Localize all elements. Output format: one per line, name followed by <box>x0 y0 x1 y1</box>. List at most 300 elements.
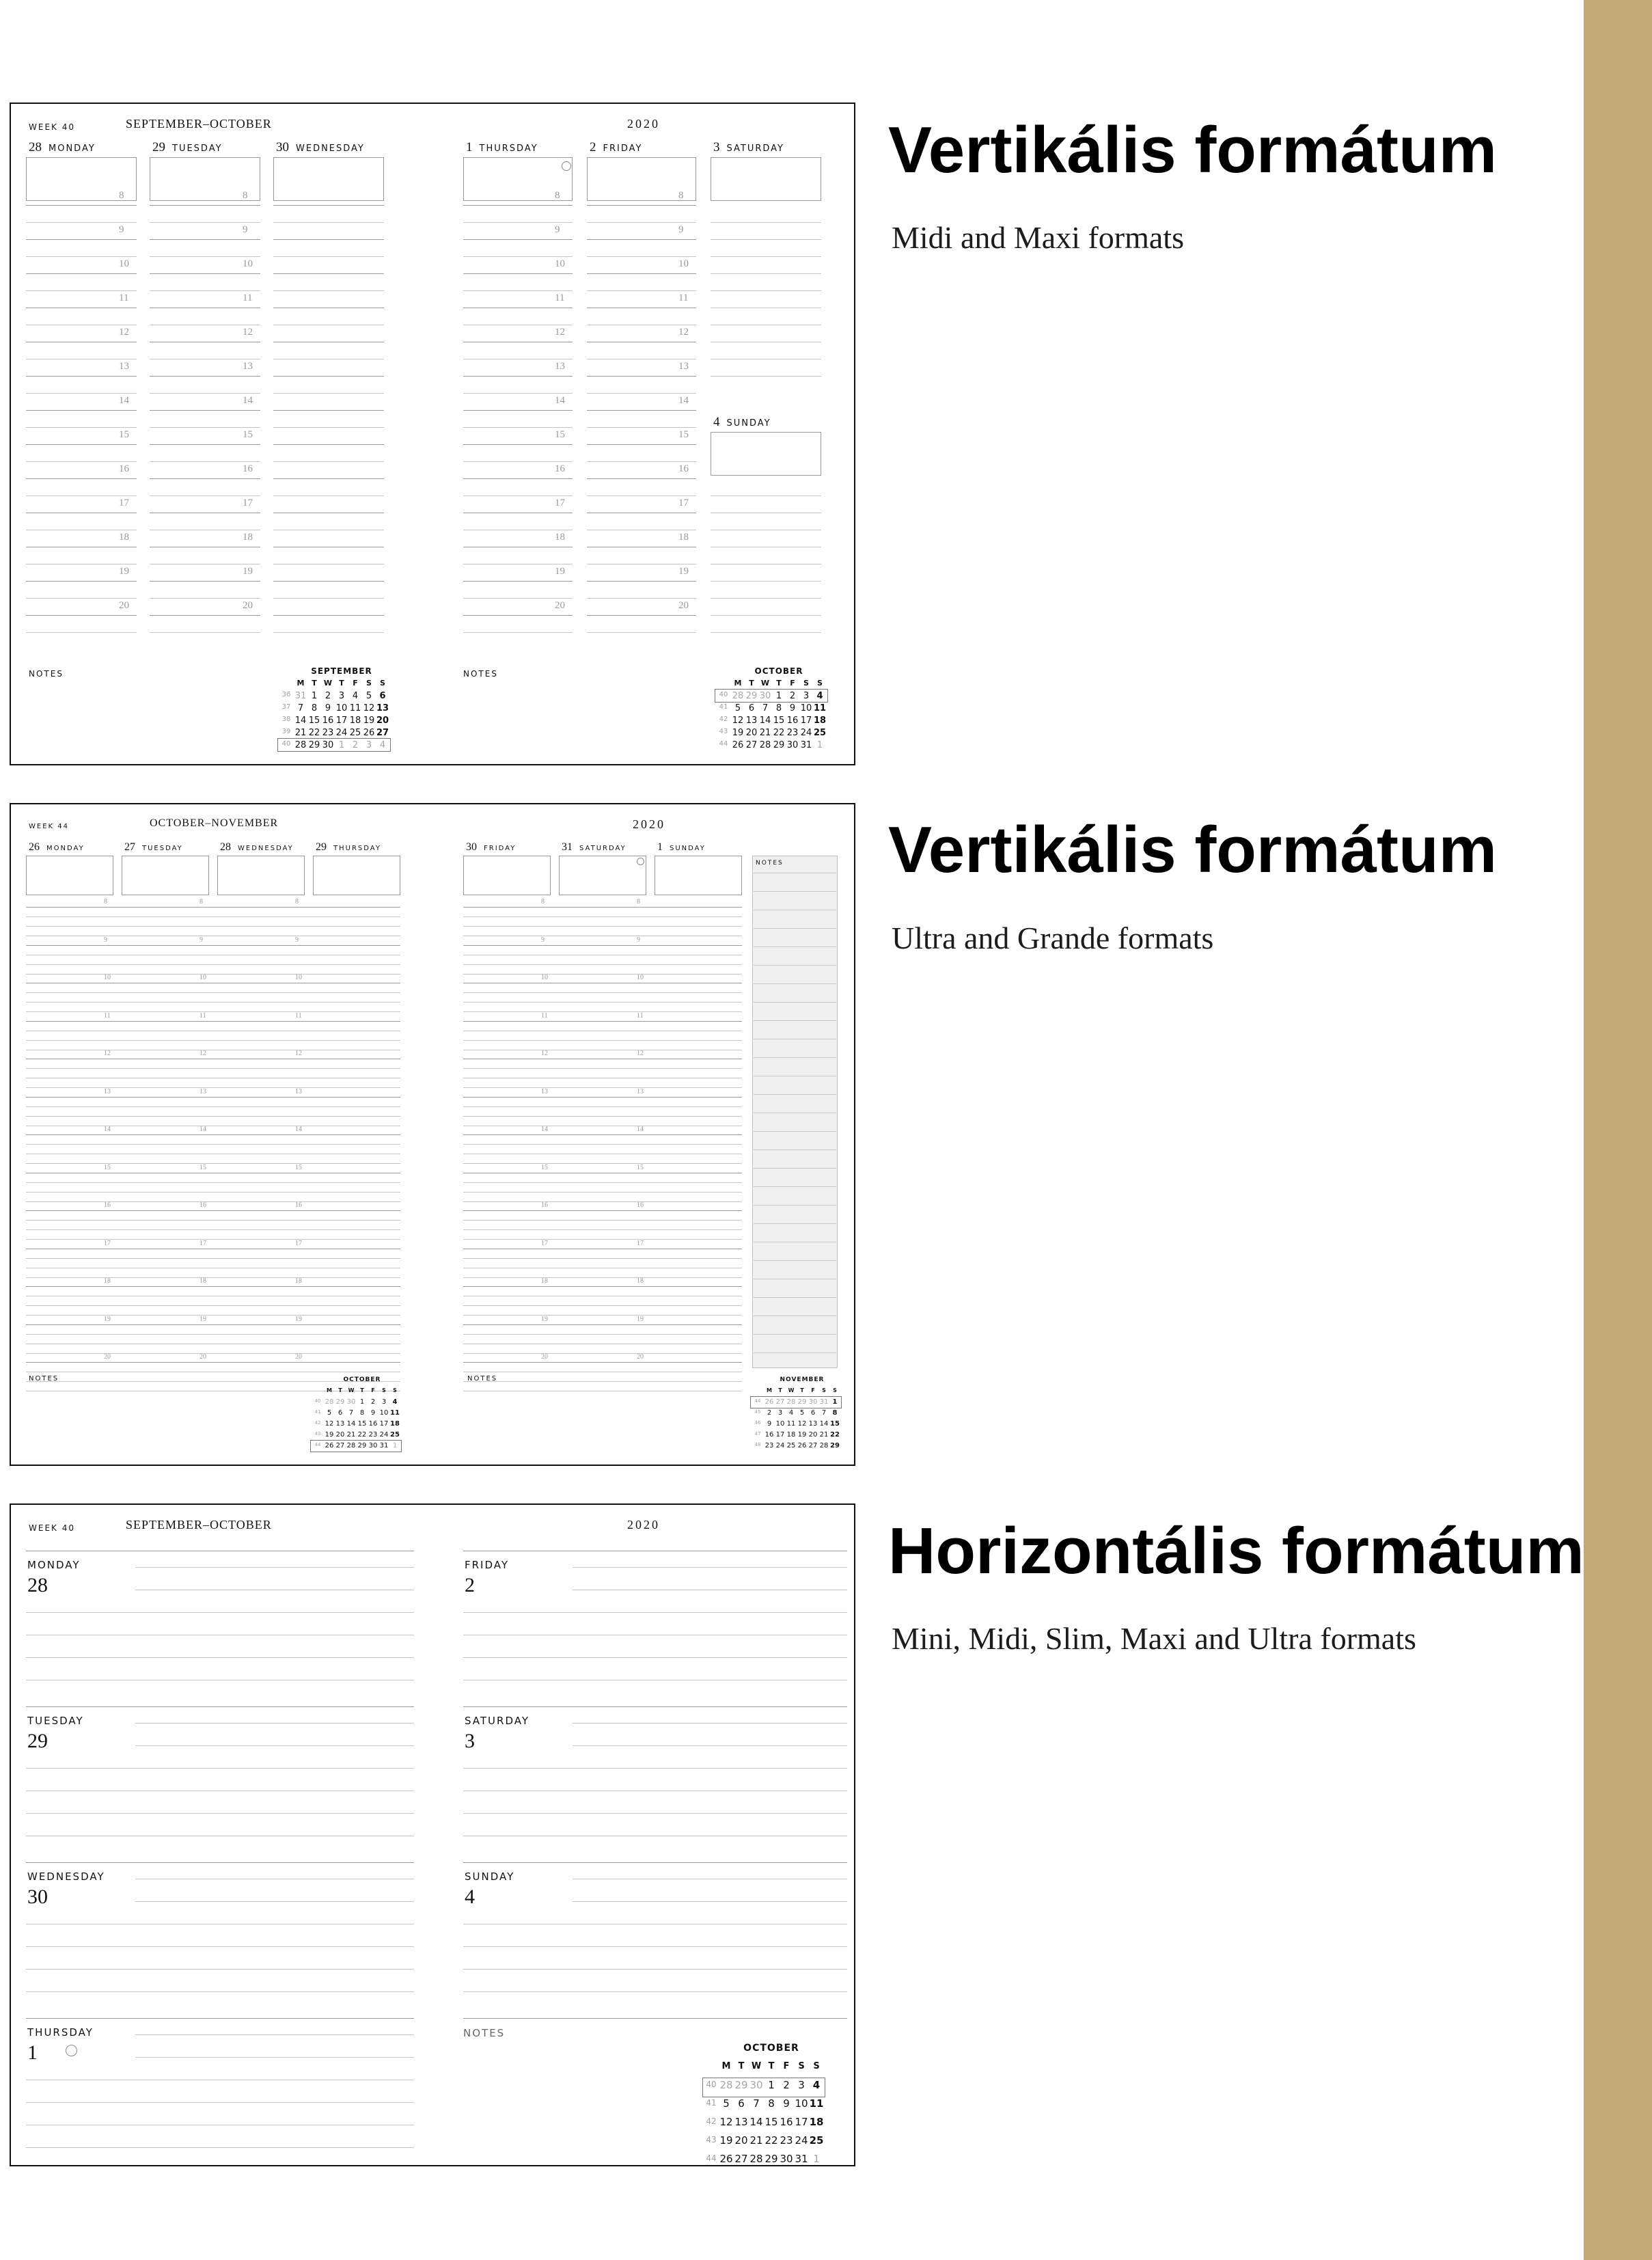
hour-label: 10 <box>295 974 302 981</box>
weekday-header: S <box>393 1387 397 1393</box>
hour-label: 14 <box>119 395 129 406</box>
rule-line <box>463 907 742 908</box>
rule-line <box>150 581 260 582</box>
rule-line <box>754 1352 836 1353</box>
calendar-day: 16 <box>786 716 799 726</box>
rule-line <box>463 1201 742 1202</box>
rule-line <box>463 1991 847 1992</box>
calendar-day: 6 <box>379 691 386 701</box>
calendar-day: 27 <box>376 728 389 738</box>
rule-line <box>463 945 742 946</box>
rule-line <box>150 273 260 274</box>
hour-label: 16 <box>555 463 565 474</box>
calendar-day: 28 <box>294 740 307 750</box>
week-number: 36 <box>281 691 291 698</box>
rule-line <box>26 1002 400 1003</box>
week-number: 42 <box>314 1420 321 1426</box>
calendar-day: 1 <box>359 1398 365 1406</box>
rule-line <box>150 495 260 496</box>
calendar-day: 23 <box>322 728 334 738</box>
calendar-day: 17 <box>335 716 348 726</box>
day-label <box>276 141 365 154</box>
calendar-day: 14 <box>819 1420 829 1428</box>
hour-label: 9 <box>295 936 299 944</box>
rule-line <box>463 1144 742 1145</box>
week-number: 47 <box>754 1431 761 1437</box>
calendar-day: 16 <box>322 716 334 726</box>
calendar-day: 30 <box>368 1442 378 1449</box>
calendar-day: 4 <box>352 691 359 701</box>
rule-line <box>754 1205 836 1206</box>
calendar-day: 10 <box>795 2097 808 2110</box>
hour-label: 10 <box>678 258 689 269</box>
calendar-day: 12 <box>363 703 375 713</box>
calendar-day: 13 <box>734 2116 748 2128</box>
rule-line <box>463 1657 847 1658</box>
hour-label: 17 <box>295 1239 302 1247</box>
calendar-day: 19 <box>325 1431 334 1439</box>
rule-line <box>711 273 821 274</box>
day-name: MONDAY <box>49 144 96 154</box>
rule-line <box>26 1192 400 1193</box>
day-number: 29 <box>152 140 165 154</box>
rule-line <box>711 615 821 616</box>
weekday-header: T <box>776 679 782 687</box>
day-label <box>220 841 294 853</box>
rule-line <box>26 992 400 993</box>
rule-line <box>26 1229 400 1230</box>
rule-line <box>26 945 400 946</box>
hour-label: 18 <box>295 1277 302 1285</box>
weekday-header: W <box>751 2061 762 2071</box>
calendar-day: 29 <box>830 1442 840 1449</box>
rule-line <box>463 1116 742 1117</box>
day-number: 1 <box>657 841 663 853</box>
rule-line <box>273 290 384 291</box>
calendar-day: 23 <box>368 1431 378 1439</box>
day-label <box>562 841 627 853</box>
hour-label: 20 <box>637 1353 644 1361</box>
day-number: 28 <box>27 1574 48 1596</box>
rule-line <box>150 632 260 633</box>
rule-line <box>711 290 821 291</box>
day-number: 3 <box>713 140 720 154</box>
section-1-title: Vertikális formátum <box>888 113 1497 187</box>
mini-calendar-title: OCTOBER <box>754 666 803 676</box>
rule-line <box>463 1286 742 1287</box>
rule-line <box>463 1969 847 1970</box>
planner-vertical-midi-maxi <box>10 103 855 765</box>
hour-label: 15 <box>199 1163 206 1171</box>
calendar-day: 2 <box>767 1409 772 1417</box>
week-number: 38 <box>281 716 291 723</box>
weekday-header: T <box>338 1387 342 1393</box>
rule-line <box>754 965 836 966</box>
rule-line <box>711 376 821 377</box>
rule-line <box>273 632 384 633</box>
calendar-day: 22 <box>830 1431 840 1439</box>
hour-label: 19 <box>104 1315 111 1323</box>
rule-line <box>26 1286 400 1287</box>
rule-line <box>26 1097 400 1098</box>
hour-label: 11 <box>555 292 565 303</box>
calendar-day: 22 <box>357 1431 367 1439</box>
rule-line <box>463 1182 742 1183</box>
rule-line <box>463 974 742 975</box>
rule-line <box>273 393 384 394</box>
day-name: THURSDAY <box>333 845 381 852</box>
calendar-day: 14 <box>759 716 771 726</box>
hour-label: 15 <box>295 1163 302 1171</box>
rule-line <box>754 1223 836 1224</box>
rule-line <box>273 376 384 377</box>
calendar-day: 6 <box>748 703 755 713</box>
hour-label: 9 <box>678 224 684 235</box>
rule-line <box>26 290 137 291</box>
hour-label: 12 <box>119 327 129 338</box>
weekday-header: W <box>323 679 333 687</box>
hour-label: 16 <box>104 1201 111 1209</box>
rule-line <box>754 891 836 892</box>
rule-line <box>26 1324 400 1325</box>
rule-line <box>26 1210 400 1211</box>
calendar-day: 14 <box>294 716 307 726</box>
day-number: 29 <box>27 1730 48 1752</box>
calendar-day: 5 <box>734 703 741 713</box>
day-number: 26 <box>29 841 40 853</box>
day-name: TUESDAY <box>172 144 223 154</box>
rule-line <box>463 1040 742 1041</box>
week-number: WEEK 40 <box>29 1523 75 1533</box>
rule-line <box>463 1134 742 1135</box>
year: 2020 <box>633 817 665 831</box>
hour-label: 12 <box>243 327 253 338</box>
rule-line <box>26 1657 414 1658</box>
rule-line <box>463 239 573 240</box>
calendar-day: 9 <box>783 2097 790 2110</box>
rule-line <box>26 273 137 274</box>
day-name: THURSDAY <box>27 2026 94 2039</box>
rule-line <box>26 1277 400 1278</box>
calendar-day: 26 <box>732 740 744 750</box>
calendar-day: 9 <box>370 1409 376 1417</box>
calendar-day: 8 <box>311 703 318 713</box>
rule-line <box>26 478 137 479</box>
weekday-header: T <box>768 2061 775 2071</box>
hour-label: 20 <box>541 1353 548 1361</box>
completion-circle-icon <box>562 161 571 171</box>
rule-line <box>150 461 260 462</box>
calendar-day: 18 <box>809 2116 824 2128</box>
rule-line <box>150 444 260 445</box>
calendar-day: 3 <box>777 1409 783 1417</box>
calendar-day: 29 <box>734 2079 748 2091</box>
rule-line <box>463 1220 742 1221</box>
rule-line <box>26 2147 414 2148</box>
day-name: WEDNESDAY <box>238 845 294 852</box>
hour-label: 11 <box>119 292 129 303</box>
rule-line <box>26 1768 414 1769</box>
rule-line <box>150 376 260 377</box>
calendar-day: 26 <box>719 2153 733 2165</box>
day-label <box>124 841 183 853</box>
sunday-header-box <box>711 432 821 476</box>
calendar-day: 20 <box>745 728 758 738</box>
calendar-day: 16 <box>368 1420 378 1428</box>
hour-label: 11 <box>243 292 253 303</box>
calendar-day: 26 <box>765 1398 774 1406</box>
hour-label: 14 <box>199 1126 206 1133</box>
planner-horizontal <box>10 1503 855 2166</box>
day-name: TUESDAY <box>27 1715 84 1727</box>
rule-line <box>754 1131 836 1132</box>
rule-line <box>587 256 696 257</box>
calendar-day: 24 <box>775 1442 785 1449</box>
rule-line <box>150 239 260 240</box>
hour-label: 17 <box>541 1239 548 1247</box>
hour-label: 12 <box>541 1050 548 1057</box>
rule-line <box>573 1745 847 1746</box>
rule-line <box>463 992 742 993</box>
hour-label: 17 <box>637 1239 644 1247</box>
hour-label: 20 <box>678 600 689 611</box>
current-week-frame <box>715 689 828 703</box>
hour-label: 19 <box>119 566 129 577</box>
rule-line <box>463 1163 742 1164</box>
hour-label: 12 <box>555 327 565 338</box>
day-name: SUNDAY <box>670 845 706 852</box>
calendar-day: 28 <box>719 2079 733 2091</box>
rule-line <box>273 461 384 462</box>
calendar-day: 28 <box>325 1398 334 1406</box>
current-week-frame <box>277 738 391 752</box>
rule-line <box>135 1567 414 1568</box>
calendar-day: 29 <box>335 1398 345 1406</box>
rule-line <box>463 376 573 377</box>
rule-line <box>273 222 384 223</box>
weekday-header: S <box>382 1387 386 1393</box>
calendar-day: 30 <box>780 2153 793 2165</box>
week-number: 41 <box>706 2098 717 2108</box>
calendar-day: 12 <box>732 716 744 726</box>
rule-line <box>26 444 137 445</box>
calendar-day: 27 <box>335 1442 345 1449</box>
day-header-box <box>463 856 551 895</box>
day-label <box>590 141 642 154</box>
hour-label: 18 <box>243 532 253 543</box>
rule-line <box>26 1040 400 1041</box>
rule-line <box>573 1723 847 1724</box>
rule-line <box>463 1210 742 1211</box>
hour-label: 8 <box>295 898 299 906</box>
weekday-header: S <box>833 1387 837 1393</box>
section-2-subtitle: Ultra and Grande formats <box>892 921 1214 955</box>
calendar-day: 6 <box>738 2097 745 2110</box>
hour-label: 11 <box>637 1011 644 1020</box>
hour-label: 10 <box>637 974 644 981</box>
calendar-day: 27 <box>775 1398 785 1406</box>
rule-line <box>711 598 821 599</box>
calendar-day: 3 <box>798 2079 805 2091</box>
rule-line <box>463 1305 742 1306</box>
calendar-day: 9 <box>767 1420 772 1428</box>
day-number: 1 <box>466 140 473 154</box>
day-label <box>316 841 381 853</box>
rule-line <box>135 1723 414 1724</box>
calendar-day: 1 <box>816 740 823 750</box>
rule-line <box>26 1163 400 1164</box>
hour-label: 16 <box>119 463 129 474</box>
calendar-day: 11 <box>786 1420 796 1428</box>
hour-label: 18 <box>637 1277 644 1285</box>
rule-line <box>587 444 696 445</box>
calendar-day: 30 <box>808 1398 818 1406</box>
planner-vertical-ultra-grande <box>10 803 855 1466</box>
calendar-day: 4 <box>812 2079 821 2091</box>
day-number: 2 <box>590 140 596 154</box>
calendar-day: 30 <box>786 740 799 750</box>
rule-line <box>26 1969 414 1970</box>
calendar-day: 31 <box>294 691 307 701</box>
calendar-day: 25 <box>809 2134 824 2147</box>
rule-line <box>26 1305 400 1306</box>
calendar-day: 26 <box>797 1442 807 1449</box>
hour-label: 10 <box>555 258 565 269</box>
notes-label: NOTES <box>463 2027 506 2039</box>
hour-label: 14 <box>295 1126 302 1133</box>
calendar-day: 28 <box>786 1398 796 1406</box>
calendar-day: 27 <box>734 2153 748 2165</box>
mini-calendar-title: OCTOBER <box>343 1376 381 1383</box>
current-week-frame <box>310 1440 402 1452</box>
hour-label: 17 <box>243 498 253 508</box>
day-name: SUNDAY <box>465 1870 515 1883</box>
calendar-day: 1 <box>813 2153 820 2165</box>
calendar-day: 3 <box>366 740 372 750</box>
calendar-day: 28 <box>749 2153 763 2165</box>
rule-line <box>26 1021 400 1022</box>
hour-label: 13 <box>295 1087 302 1095</box>
rule-line <box>150 598 260 599</box>
calendar-day: 22 <box>765 2134 778 2147</box>
calendar-day: 1 <box>775 691 782 701</box>
hour-label: 8 <box>199 898 203 906</box>
calendar-day: 4 <box>788 1409 794 1417</box>
rule-line <box>587 478 696 479</box>
hour-label: 14 <box>637 1126 644 1133</box>
rule-line <box>754 1168 836 1169</box>
rule-line <box>711 222 821 223</box>
week-number: 48 <box>754 1442 761 1447</box>
hour-label: 17 <box>119 498 129 508</box>
calendar-day: 15 <box>357 1420 367 1428</box>
day-header-box <box>26 856 113 895</box>
rule-line <box>463 964 742 965</box>
rule-line <box>463 256 573 257</box>
hour-label: 14 <box>243 395 253 406</box>
calendar-day: 7 <box>821 1409 827 1417</box>
calendar-day: 15 <box>773 716 785 726</box>
calendar-day: 30 <box>322 740 334 750</box>
rule-line <box>150 256 260 257</box>
week-number: 44 <box>314 1442 321 1447</box>
weekday-header: S <box>798 2061 805 2071</box>
calendar-day: 28 <box>346 1442 356 1449</box>
rule-line <box>587 581 696 582</box>
hour-label: 13 <box>637 1087 644 1095</box>
calendar-day: 2 <box>325 691 331 701</box>
calendar-day: 7 <box>297 703 304 713</box>
rule-line <box>26 205 137 206</box>
rule-line <box>26 410 137 411</box>
rule-line <box>463 1258 742 1259</box>
hour-label: 15 <box>637 1163 644 1171</box>
day-number: 1 <box>27 2041 38 2064</box>
hour-label: 20 <box>243 600 253 611</box>
rule-line <box>273 410 384 411</box>
rule-line <box>463 1229 742 1230</box>
weekday-header: T <box>738 2061 745 2071</box>
weekday-header: M <box>721 2061 731 2071</box>
weekday-header: T <box>360 1387 364 1393</box>
week-number: 42 <box>706 2116 717 2126</box>
weekday-header: S <box>380 679 385 687</box>
rule-line <box>26 598 137 599</box>
calendar-day: 4 <box>379 740 386 750</box>
calendar-day: 5 <box>327 1409 332 1417</box>
calendar-day: 3 <box>381 1398 387 1406</box>
month-range: OCTOBER–NOVEMBER <box>150 817 279 829</box>
weekday-header: S <box>822 1387 826 1393</box>
hour-label: 9 <box>243 224 248 235</box>
calendar-day: 2 <box>352 740 359 750</box>
calendar-day: 15 <box>765 2116 778 2128</box>
day-number: 4 <box>713 415 720 429</box>
weekday-header: W <box>348 1387 355 1393</box>
weekday-header: M <box>767 1387 772 1393</box>
rule-line <box>587 632 696 633</box>
calendar-day: 1 <box>768 2079 775 2091</box>
weekday-header: F <box>783 2061 790 2071</box>
calendar-day: 30 <box>749 2079 763 2091</box>
rule-line <box>26 1612 414 1613</box>
rule-line <box>463 478 573 479</box>
week-number: 40 <box>706 2080 717 2089</box>
hour-label: 16 <box>199 1201 206 1209</box>
day-number: 30 <box>27 1885 48 1908</box>
rule-line <box>135 2034 414 2035</box>
week-number: 39 <box>281 728 291 735</box>
rule-line <box>26 427 137 428</box>
hour-label: 8 <box>104 898 107 906</box>
calendar-day: 1 <box>832 1398 838 1406</box>
hour-label: 10 <box>104 974 111 981</box>
calendar-day: 7 <box>348 1409 354 1417</box>
rule-line <box>463 273 573 274</box>
rule-line <box>711 581 821 582</box>
rule-line <box>754 1149 836 1150</box>
hour-label: 10 <box>119 258 129 269</box>
hour-label: 11 <box>199 1011 206 1020</box>
calendar-day: 20 <box>376 716 389 726</box>
calendar-day: 22 <box>308 728 320 738</box>
weekday-header: F <box>790 679 795 687</box>
day-label <box>29 841 85 853</box>
weekday-header: T <box>339 679 344 687</box>
calendar-day: 23 <box>765 1442 774 1449</box>
week-number: 45 <box>754 1409 761 1415</box>
hour-label: 17 <box>104 1239 111 1247</box>
